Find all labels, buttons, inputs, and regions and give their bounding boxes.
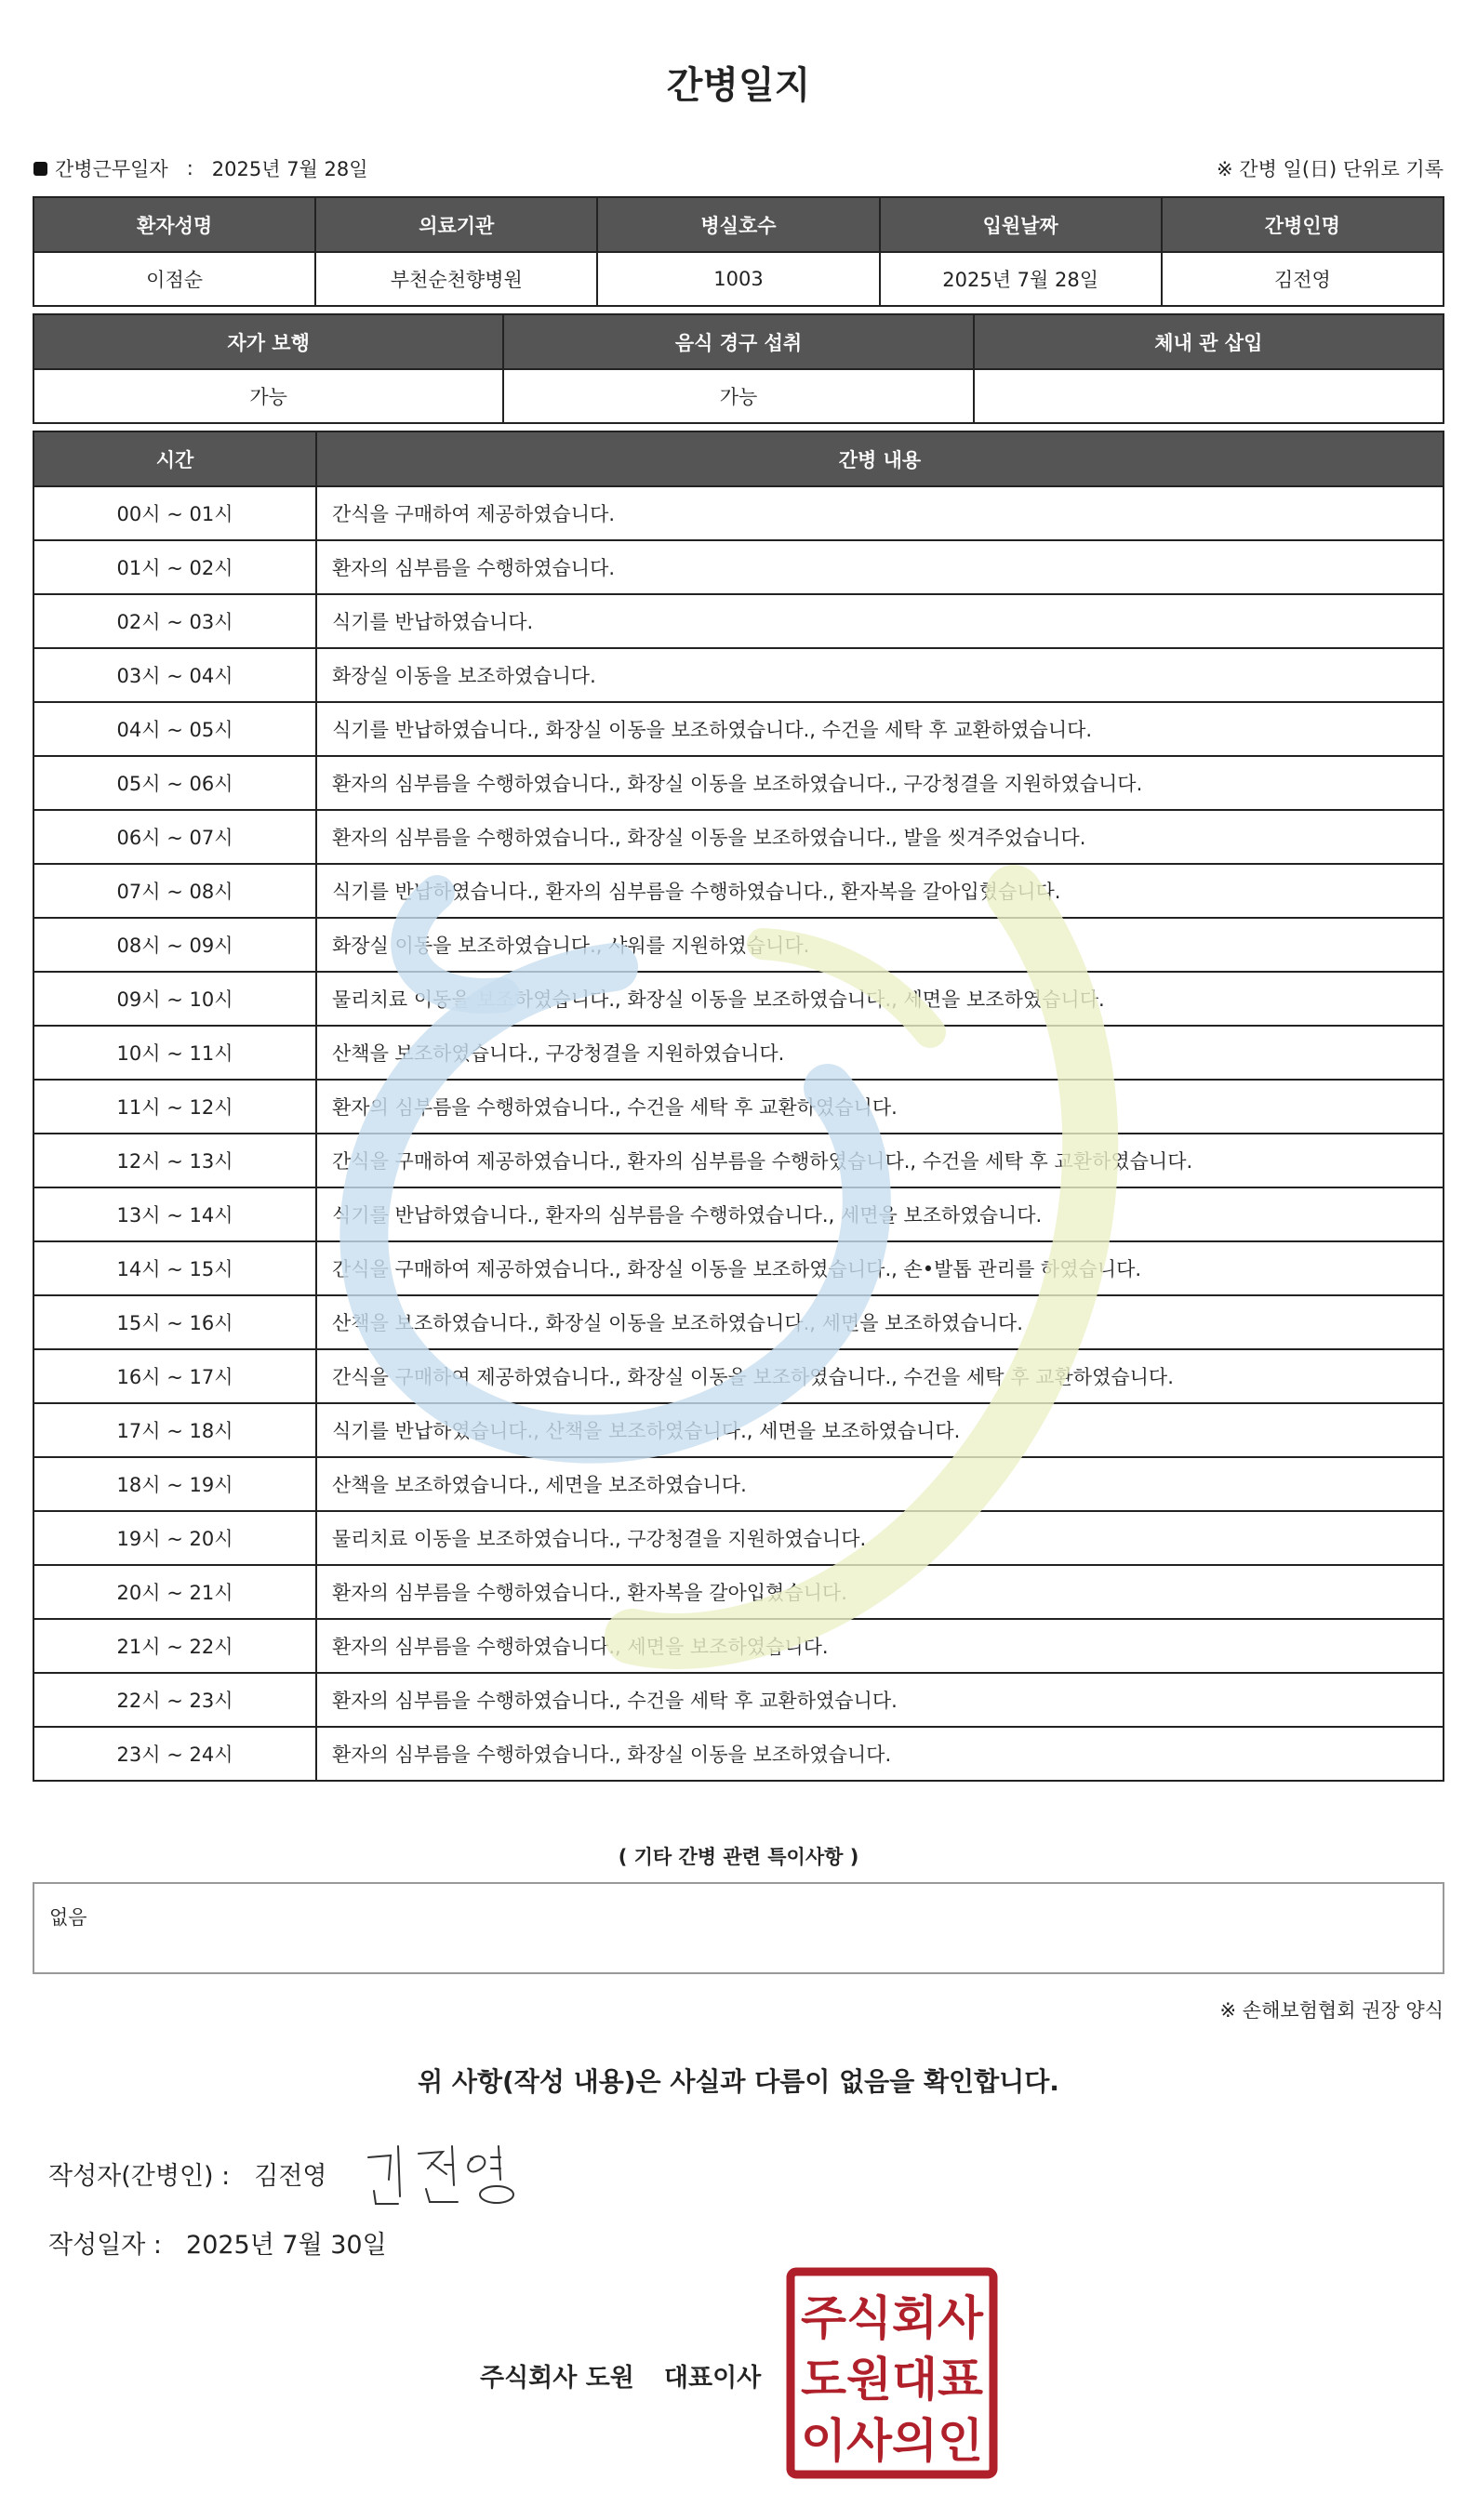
patient-status-value-row bbox=[33, 369, 1444, 423]
care-log-row bbox=[33, 1511, 1444, 1565]
care-log-time: 21시 ~ 22시 bbox=[33, 1619, 316, 1673]
walking-header: 자가 보행 bbox=[33, 314, 503, 369]
care-log-content: 간식을 구매하여 제공하였습니다. bbox=[316, 486, 1444, 540]
care-log-row bbox=[33, 648, 1444, 702]
patient-name-header: 환자성명 bbox=[33, 197, 315, 252]
care-log-time: 04시 ~ 05시 bbox=[33, 702, 316, 756]
care-log-table bbox=[33, 431, 1444, 1782]
writer-label: 작성자(간병인) : bbox=[48, 2162, 231, 2191]
care-log-time: 07시 ~ 08시 bbox=[33, 864, 316, 918]
care-log-row bbox=[33, 1241, 1444, 1295]
care-log-content: 환자의 심부름을 수행하였습니다., 화장실 이동을 보조하였습니다., 구강청결을 지원하였습니다. bbox=[316, 756, 1444, 810]
written-date-line bbox=[48, 2224, 387, 2261]
care-log-content: 환자의 심부름을 수행하였습니다., 수건을 세탁 후 교환하였습니다. bbox=[316, 1080, 1444, 1134]
insurance-form-note: ※ 손해보험협회 권장 양식 bbox=[1219, 1999, 1444, 2022]
care-log-content: 환자의 심부름을 수행하였습니다. bbox=[316, 540, 1444, 594]
handwritten-signature bbox=[361, 2137, 528, 2211]
special-notes-title: ( 기타 간병 관련 특이사항 ) bbox=[618, 1846, 859, 1868]
care-log-time: 23시 ~ 24시 bbox=[33, 1727, 316, 1781]
tube-insertion-header: 체내 관 삽입 bbox=[974, 314, 1444, 369]
record-unit-note: ※ 간병 일(日) 단위로 기록 bbox=[1217, 158, 1444, 180]
care-log-row bbox=[33, 810, 1444, 864]
patient-info-table bbox=[33, 196, 1444, 307]
care-log-time: 06시 ~ 07시 bbox=[33, 810, 316, 864]
seal-line-3: 이사의인 bbox=[801, 2414, 983, 2468]
admission-date-value: 2025년 7월 28일 bbox=[880, 252, 1162, 306]
room-value: 1003 bbox=[597, 252, 879, 306]
care-log-time: 20시 ~ 21시 bbox=[33, 1565, 316, 1619]
care-log-row bbox=[33, 1727, 1444, 1781]
care-log-content: 식기를 반납하였습니다. bbox=[316, 594, 1444, 648]
care-log-time: 16시 ~ 17시 bbox=[33, 1349, 316, 1403]
care-log-time: 10시 ~ 11시 bbox=[33, 1026, 316, 1080]
patient-info-header-row bbox=[33, 197, 1444, 252]
care-log-row bbox=[33, 918, 1444, 972]
bullet-square-icon bbox=[33, 162, 47, 176]
patient-info-value-row bbox=[33, 252, 1444, 306]
care-content-header: 간병 내용 bbox=[316, 431, 1444, 486]
care-log-row bbox=[33, 1295, 1444, 1349]
patient-status-header-row bbox=[33, 314, 1444, 369]
document-title: 간병일지 bbox=[666, 64, 811, 107]
care-log-content: 화장실 이동을 보조하였습니다. bbox=[316, 648, 1444, 702]
caregiver-name-value: 김전영 bbox=[1162, 252, 1444, 306]
care-log-row bbox=[33, 864, 1444, 918]
care-log-time: 02시 ~ 03시 bbox=[33, 594, 316, 648]
ceo-title: 대표이사 bbox=[663, 2364, 762, 2393]
care-log-time: 01시 ~ 02시 bbox=[33, 540, 316, 594]
company-name: 주식회사 도원 bbox=[480, 2364, 634, 2393]
care-log-row bbox=[33, 1457, 1444, 1511]
care-log-time: 12시 ~ 13시 bbox=[33, 1134, 316, 1187]
care-log-row bbox=[33, 702, 1444, 756]
care-log-row bbox=[33, 1080, 1444, 1134]
written-date-label: 작성일자 : bbox=[48, 2231, 163, 2260]
care-log-content: 물리치료 이동을 보조하였습니다., 구강청결을 지원하였습니다. bbox=[316, 1511, 1444, 1565]
oral-intake-header: 음식 경구 섭취 bbox=[503, 314, 973, 369]
care-log-content: 환자의 심부름을 수행하였습니다., 수건을 세탁 후 교환하였습니다. bbox=[316, 1673, 1444, 1727]
care-log-content: 환자의 심부름을 수행하였습니다., 세면을 보조하였습니다. bbox=[316, 1619, 1444, 1673]
care-log-row bbox=[33, 1349, 1444, 1403]
hospital-value: 부천순천향병원 bbox=[315, 252, 597, 306]
care-log-header-row bbox=[33, 431, 1444, 486]
time-header: 시간 bbox=[33, 431, 316, 486]
patient-status-table bbox=[33, 313, 1444, 424]
written-date-value: 2025년 7월 30일 bbox=[186, 2231, 387, 2260]
care-log-content: 환자의 심부름을 수행하였습니다., 환자복을 갈아입혔습니다. bbox=[316, 1565, 1444, 1619]
care-log-content: 간식을 구매하여 제공하였습니다., 화장실 이동을 보조하였습니다., 손•발톱 관리를 하였습니다. bbox=[316, 1241, 1444, 1295]
hospital-header: 의료기관 bbox=[315, 197, 597, 252]
care-log-time: 19시 ~ 20시 bbox=[33, 1511, 316, 1565]
writer-name: 김전영 bbox=[254, 2162, 327, 2191]
care-log-time: 09시 ~ 10시 bbox=[33, 972, 316, 1026]
care-log-time: 18시 ~ 19시 bbox=[33, 1457, 316, 1511]
care-log-time: 00시 ~ 01시 bbox=[33, 486, 316, 540]
care-log-content: 식기를 반납하였습니다., 환자의 심부름을 수행하였습니다., 환자복을 갈아입혔습니다. bbox=[316, 864, 1444, 918]
care-log-row bbox=[33, 1619, 1444, 1673]
admission-date-header: 입원날짜 bbox=[880, 197, 1162, 252]
care-log-content: 산책을 보조하였습니다., 구강청결을 지원하였습니다. bbox=[316, 1026, 1444, 1080]
care-log-row bbox=[33, 1187, 1444, 1241]
care-log-row bbox=[33, 1134, 1444, 1187]
care-log-content: 산책을 보조하였습니다., 화장실 이동을 보조하였습니다., 세면을 보조하였습니다. bbox=[316, 1295, 1444, 1349]
care-log-row bbox=[33, 1673, 1444, 1727]
care-log-row bbox=[33, 756, 1444, 810]
care-log-content: 산책을 보조하였습니다., 세면을 보조하였습니다. bbox=[316, 1457, 1444, 1511]
care-log-row bbox=[33, 1403, 1444, 1457]
care-log-content: 화장실 이동을 보조하였습니다., 샤워를 지원하였습니다. bbox=[316, 918, 1444, 972]
confirmation-statement: 위 사항(작성 내용)은 사실과 다름이 없음을 확인합니다. bbox=[418, 2066, 1059, 2097]
care-log-time: 11시 ~ 12시 bbox=[33, 1080, 316, 1134]
special-notes-content: 없음 bbox=[49, 1906, 87, 1929]
care-log-content: 물리치료 이동을 보조하였습니다., 화장실 이동을 보조하였습니다., 세면을 보조하였습니다. bbox=[316, 972, 1444, 1026]
care-log-row bbox=[33, 972, 1444, 1026]
room-header: 병실호수 bbox=[597, 197, 879, 252]
care-log-row bbox=[33, 486, 1444, 540]
care-log-row bbox=[33, 1026, 1444, 1080]
special-notes-box bbox=[33, 1882, 1444, 1974]
work-date-value: 2025년 7월 28일 bbox=[211, 158, 368, 180]
patient-name-value: 이점순 bbox=[33, 252, 315, 306]
care-log-content: 간식을 구매하여 제공하였습니다., 화장실 이동을 보조하였습니다., 수건을 세탁 후 교환하였습니다. bbox=[316, 1349, 1444, 1403]
caregiver-name-header: 간병인명 bbox=[1162, 197, 1444, 252]
care-log-row bbox=[33, 540, 1444, 594]
care-log-time: 13시 ~ 14시 bbox=[33, 1187, 316, 1241]
work-date-label: 간병근무일자 bbox=[55, 158, 168, 180]
care-log-row bbox=[33, 594, 1444, 648]
writer-line bbox=[48, 2155, 327, 2192]
walking-value: 가능 bbox=[33, 369, 503, 423]
care-log-content: 식기를 반납하였습니다., 화장실 이동을 보조하였습니다., 수건을 세탁 후 교환하였습니다. bbox=[316, 702, 1444, 756]
care-log-content: 환자의 심부름을 수행하였습니다., 화장실 이동을 보조하였습니다. bbox=[316, 1727, 1444, 1781]
care-log-content: 식기를 반납하였습니다., 환자의 심부름을 수행하였습니다., 세면을 보조하였습니다. bbox=[316, 1187, 1444, 1241]
care-log-time: 15시 ~ 16시 bbox=[33, 1295, 316, 1349]
care-log-time: 03시 ~ 04시 bbox=[33, 648, 316, 702]
care-log-time: 05시 ~ 06시 bbox=[33, 756, 316, 810]
care-log-content: 식기를 반납하였습니다., 산책을 보조하였습니다., 세면을 보조하였습니다. bbox=[316, 1403, 1444, 1457]
care-log-content: 간식을 구매하여 제공하였습니다., 환자의 심부름을 수행하였습니다., 수건을 세탁 후 교환하였습니다. bbox=[316, 1134, 1444, 1187]
care-log-time: 22시 ~ 23시 bbox=[33, 1673, 316, 1727]
tube-insertion-value bbox=[974, 369, 1444, 423]
company-seal-stamp bbox=[786, 2267, 998, 2479]
company-signature-line bbox=[480, 2357, 761, 2394]
seal-line-2: 도원대표 bbox=[801, 2353, 984, 2407]
care-log-row bbox=[33, 1565, 1444, 1619]
oral-intake-value: 가능 bbox=[503, 369, 973, 423]
work-date-colon: : bbox=[186, 157, 193, 179]
care-log-time: 17시 ~ 18시 bbox=[33, 1403, 316, 1457]
work-date-line bbox=[33, 154, 368, 182]
seal-line-1: 주식회사 bbox=[801, 2291, 984, 2345]
care-log-time: 14시 ~ 15시 bbox=[33, 1241, 316, 1295]
care-log-content: 환자의 심부름을 수행하였습니다., 화장실 이동을 보조하였습니다., 발을 씻겨주었습니다. bbox=[316, 810, 1444, 864]
care-log-time: 08시 ~ 09시 bbox=[33, 918, 316, 972]
